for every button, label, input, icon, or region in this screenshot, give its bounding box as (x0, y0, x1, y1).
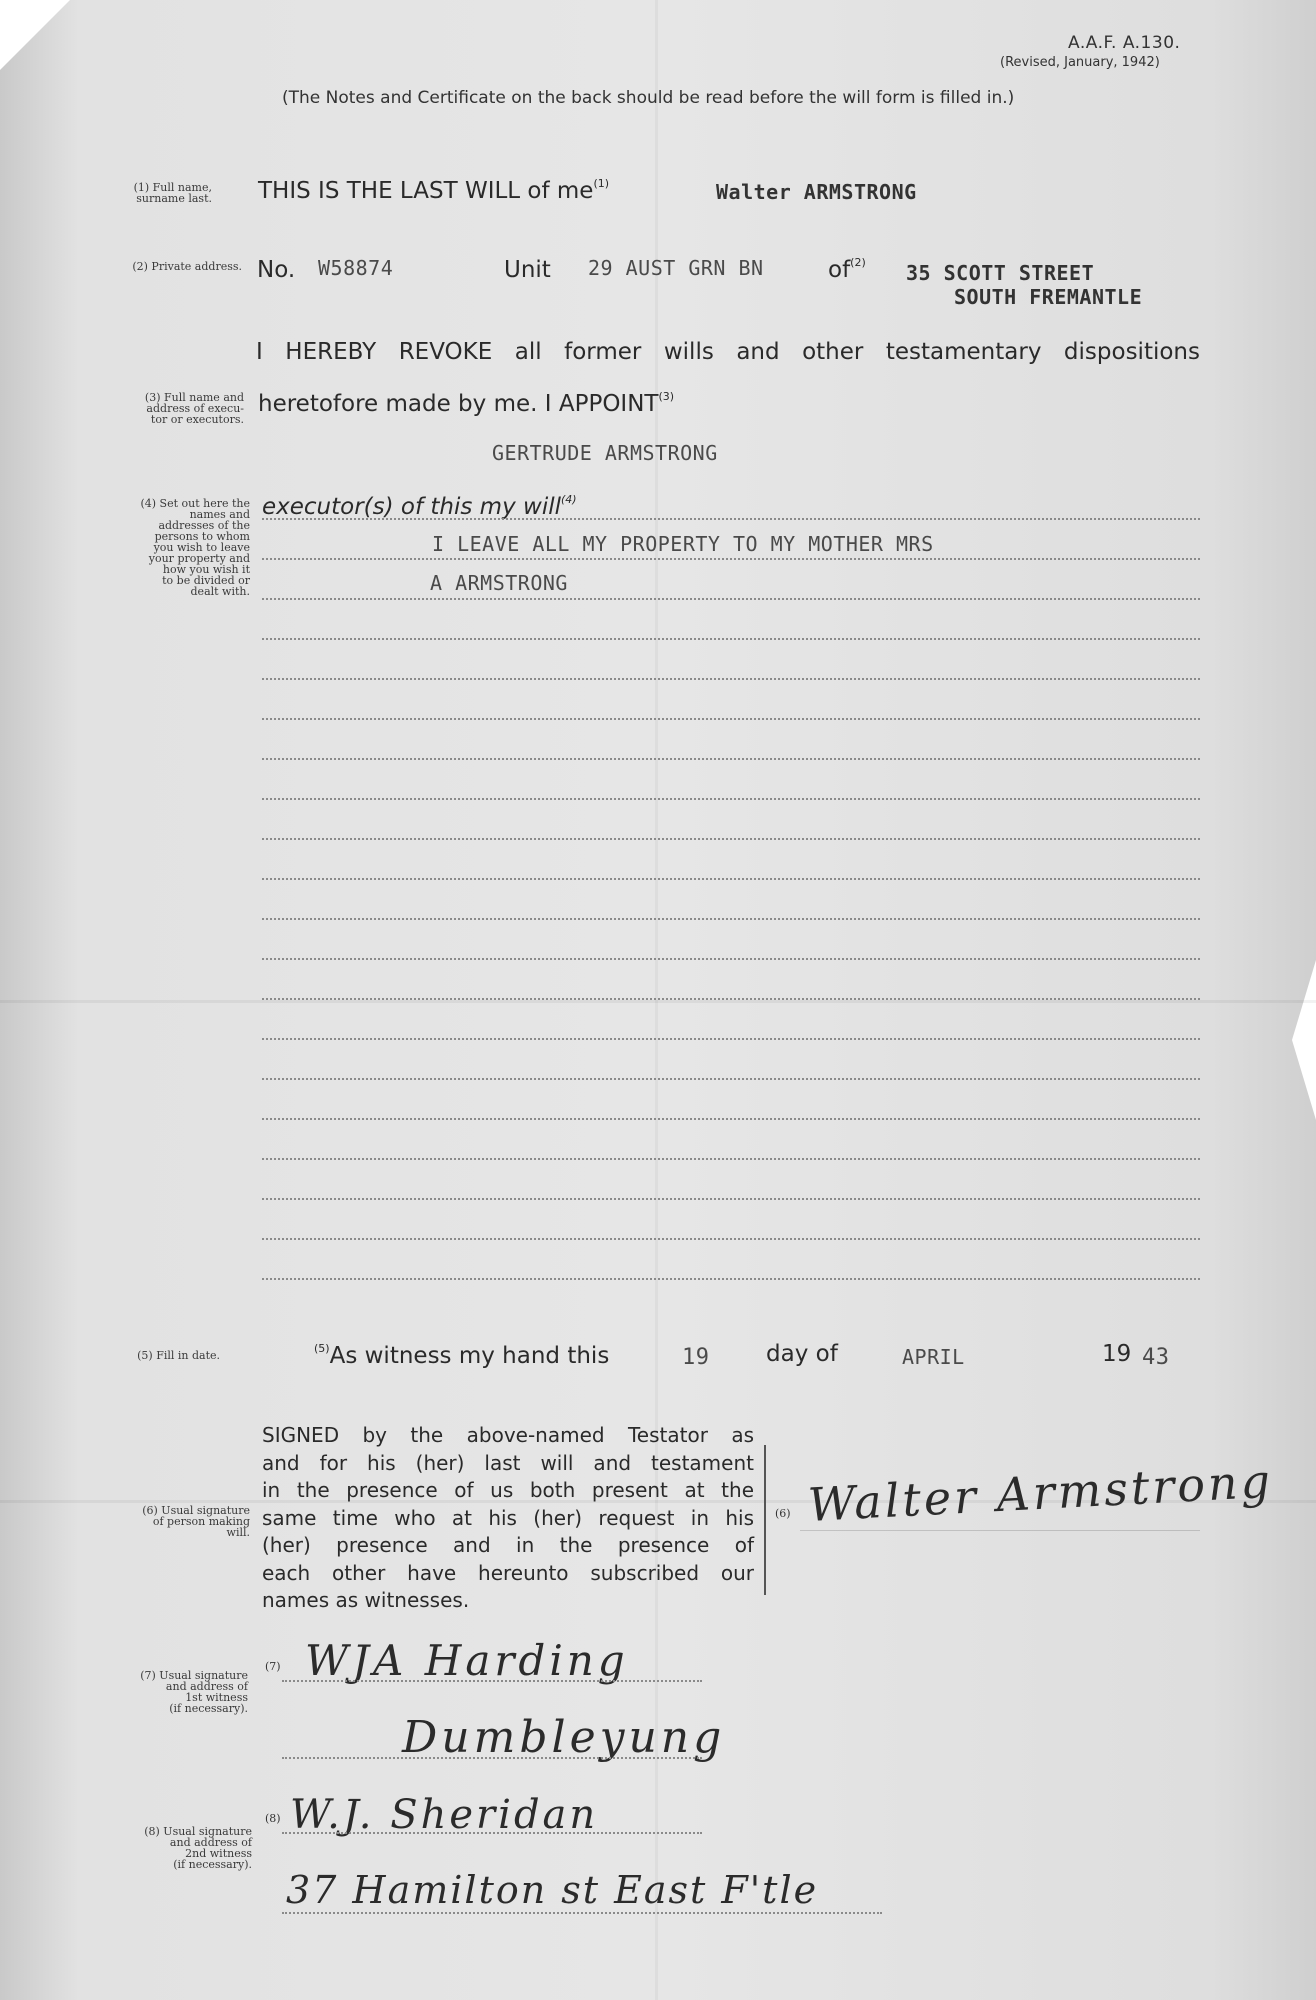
will-intro-text: THIS IS THE LAST WILL of me (258, 178, 594, 204)
executor-text: executor(s) of this my will (262, 494, 561, 520)
form-line (262, 1238, 1200, 1240)
form-line (262, 798, 1200, 800)
margin-note-first-witness: (7) Usual signature and address of 1st witness (if necessary). (140, 1669, 248, 1715)
torn-edge-right (1292, 960, 1316, 1120)
form-line (262, 1078, 1200, 1080)
attestation-line: SIGNED by the above-named Testator as (262, 1423, 754, 1447)
form-line (262, 678, 1200, 680)
attestation-line: and for his (her) last will and testament (262, 1450, 754, 1475)
bequest-line-2: A ARMSTRONG (430, 571, 568, 595)
attestation-line: in the presence of us both present at the (262, 1478, 754, 1502)
attestation-line: names as witnesses. (262, 1588, 470, 1612)
first-witness-signature: WJA Harding (305, 1636, 629, 1685)
revoke-clause: I HEREBY REVOKE all former wills and other testamentary dispositions (256, 339, 1200, 365)
form-line (262, 838, 1200, 840)
form-line (262, 1038, 1200, 1040)
year-prefix: 19 (1102, 1341, 1132, 1367)
second-witness-signature: W.J. Sheridan (290, 1792, 599, 1838)
signature-line (800, 1530, 1200, 1531)
will-intro (258, 178, 609, 204)
form-line (262, 518, 1200, 520)
testator-signature: Walter Armstrong (806, 1453, 1275, 1532)
attestation-line: each other have hereunto subscribed our (262, 1560, 754, 1585)
form-line (262, 1278, 1200, 1280)
of-text: of (828, 257, 851, 283)
footnote-marker: (5) (314, 1342, 330, 1356)
service-number: W58874 (318, 256, 394, 280)
form-line (262, 878, 1200, 880)
form-line (262, 958, 1200, 960)
attestation-brace (758, 1445, 766, 1595)
form-line (262, 918, 1200, 920)
signature-marker: (8) (265, 1812, 281, 1825)
margin-note-executor: (3) Full name and address of execu- tor or executors. (144, 391, 244, 426)
form-line (262, 1118, 1200, 1120)
form-line (262, 758, 1200, 760)
attestation-line: same time who at his (her) request in his (262, 1505, 754, 1530)
bequest-line-1: I LEAVE ALL MY PROPERTY TO MY MOTHER MRS (432, 532, 934, 556)
year-suffix: 43 (1142, 1345, 1170, 1370)
address-line (282, 1757, 702, 1759)
executor-name: GERTRUDE ARMSTRONG (492, 441, 718, 465)
form-line (262, 718, 1200, 720)
fold-line (0, 1000, 1316, 1003)
signature-line (282, 1680, 702, 1682)
unit-label: Unit (504, 257, 551, 283)
form-line (262, 598, 1200, 600)
address-line-2: SOUTH FREMANTLE (954, 285, 1143, 309)
unit-value: 29 AUST GRN BN (588, 256, 764, 280)
appoint-clause (258, 391, 674, 417)
attestation-line: (her) presence and in the presence of (262, 1533, 754, 1557)
form-line (262, 998, 1200, 1000)
second-witness-address: 37 Hamilton st East F'tle (286, 1868, 819, 1912)
footnote-marker: (2) (850, 256, 866, 270)
signature-marker: (6) (775, 1507, 791, 1520)
executor-clause (262, 494, 577, 520)
footnote-marker: (1) (593, 177, 610, 191)
testator-name: Walter ARMSTRONG (716, 180, 917, 204)
address-of-label (828, 257, 866, 283)
margin-note-second-witness: (8) Usual signature and address of 2nd witness (if necessary). (144, 1825, 252, 1871)
margin-note-date: (5) Fill in date. (137, 1349, 220, 1362)
address-line-1: 35 SCOTT STREET (906, 261, 1095, 285)
address-line (282, 1912, 882, 1914)
margin-note-testator-signature: (6) Usual signature of person making will. (142, 1504, 250, 1539)
attestation-clause (262, 1422, 754, 1615)
form-line (262, 1198, 1200, 1200)
form-line (262, 638, 1200, 640)
footnote-marker: (3) (658, 390, 675, 404)
form-number: A.A.F. A.130. (1068, 33, 1181, 53)
revised-date: (Revised, January, 1942) (1000, 55, 1160, 70)
day-of-label: day of (766, 1341, 838, 1367)
appoint-text: heretofore made by me. I APPOINT (258, 391, 659, 417)
fold-line (655, 0, 658, 2000)
margin-note-bequests: (4) Set out here the names and addresses of the persons to whom you wish to leave your property and how you wish it to be divided or dealt with. (140, 497, 250, 598)
instructions-note: (The Notes and Certificate on the back should be read before the will form is filled in.) (282, 88, 1015, 108)
service-number-label: No. (257, 257, 296, 283)
form-line (262, 558, 1200, 560)
date-month: APRIL (902, 1345, 965, 1369)
date-day: 19 (682, 1345, 710, 1370)
signature-marker: (7) (265, 1660, 281, 1673)
signature-line (282, 1832, 702, 1834)
torn-corner-top-left (0, 0, 70, 70)
margin-note-private-address: (2) Private address. (132, 260, 242, 273)
witness-text: As witness my hand this (329, 1343, 610, 1369)
margin-note-full-name: (1) Full name, surname last. (133, 181, 212, 205)
form-line (262, 1158, 1200, 1160)
footnote-marker: (4) (561, 493, 577, 507)
first-witness-address: Dumbleyung (402, 1712, 726, 1763)
date-clause (314, 1343, 609, 1369)
